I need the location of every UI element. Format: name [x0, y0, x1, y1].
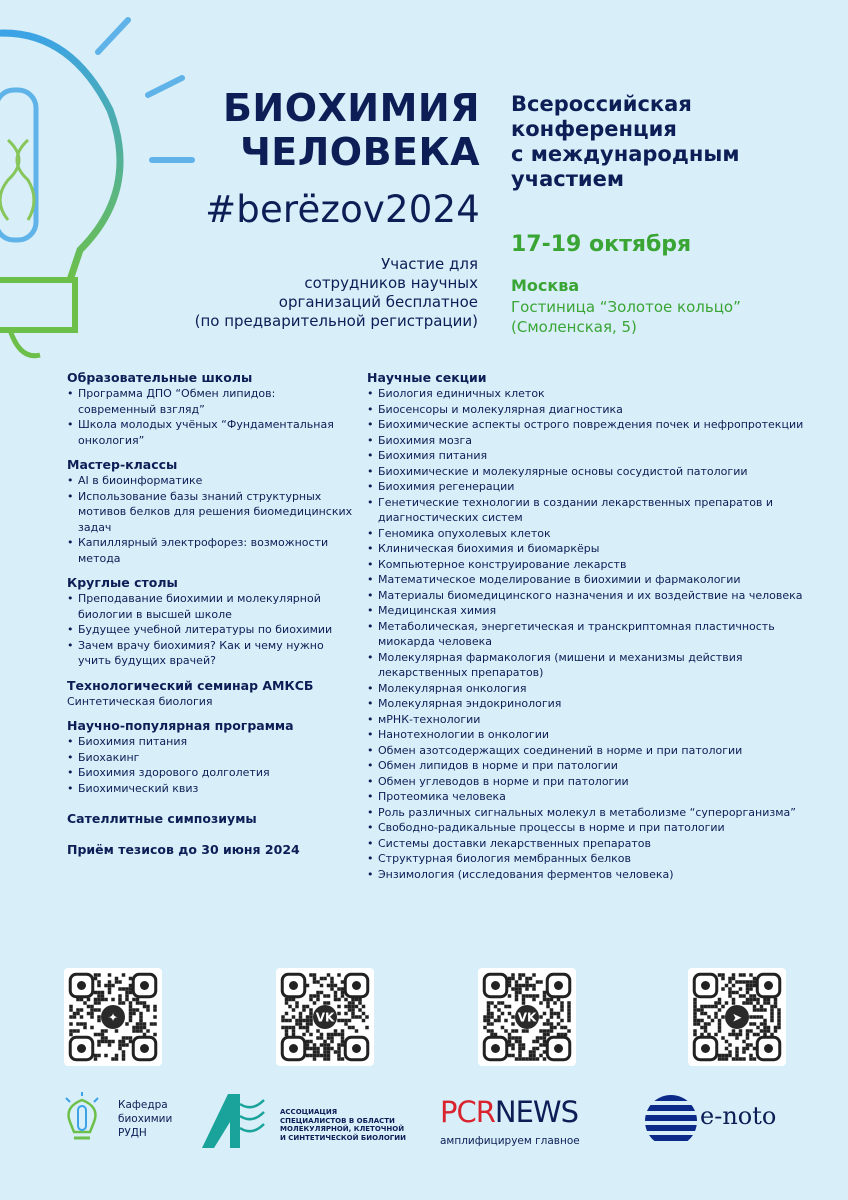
news-text: NEWS [494, 1095, 578, 1129]
amksb-logo [200, 1092, 420, 1152]
section-item: • Обмен липидов в норме и при патологии [367, 758, 807, 774]
conference-line-4: участием [511, 167, 625, 191]
seminar-text: Синтетическая биология [67, 694, 213, 708]
master-classes-heading: Мастер-классы [67, 457, 178, 472]
list-item: • Биохимия здорового долголетия [67, 765, 357, 781]
rudn-line-1: Кафедра [118, 1099, 168, 1111]
title-line-2: ЧЕЛОВЕКА [240, 130, 480, 174]
event-dates: 17-19 октября [511, 232, 692, 257]
list-item: • Биохимический квиз [67, 781, 357, 797]
section-item: • Математическое моделирование в биохимии и фармакологии [367, 572, 807, 588]
satellite-heading: Сателлитные симпозиумы [67, 811, 257, 826]
section-item: • Свободно-радикальные процессы в норме и при патологии [367, 820, 807, 836]
vk-icon-glyph: VK [315, 1010, 335, 1025]
section-item: • Биология единичных клеток [367, 386, 807, 402]
pcr-news-logo [440, 1095, 615, 1150]
pcr-tagline: амплифицируем главное [440, 1135, 580, 1147]
hashtag: #berëzov2024 [205, 188, 480, 231]
event-title [210, 86, 480, 174]
rudn-line-2: биохимии [118, 1113, 173, 1125]
round-tables-heading: Круглые столы [67, 575, 178, 590]
amksb-line-3: МОЛЕКУЛЯРНОЙ, КЛЕТОЧНОЙ [280, 1125, 405, 1133]
popular-program-list [67, 734, 357, 796]
list-item: • Преподавание биохимии и молекулярной биологии в высшей школе [67, 591, 357, 622]
list-item: • Биохимия питания [67, 734, 357, 750]
amksb-text [280, 1108, 406, 1142]
sections-heading: Научные секции [367, 370, 487, 385]
conference-line-2: конференция [511, 117, 677, 141]
qr-pattern [276, 968, 374, 1066]
list-item: • Школа молодых учёных “Фундаментальная онкология” [67, 417, 357, 448]
section-item: • Биохимические и молекулярные основы сосудистой патологии [367, 464, 807, 480]
amksb-line-2: СПЕЦИАЛИСТОВ В ОБЛАСТИ [280, 1116, 395, 1125]
section-item: • мРНК-технологии [367, 712, 807, 728]
section-item: • Системы доставки лекарственных препаратов [367, 836, 807, 852]
list-item: • Использование базы знаний структурных мотивов белков для решения биомедицинских задач [67, 489, 357, 536]
rudn-logo [62, 1092, 192, 1152]
section-item: • Обмен углеводов в норме и при патологии [367, 774, 807, 790]
qr-code-website[interactable] [64, 968, 162, 1066]
participation-line-3: организаций бесплатное [278, 293, 478, 311]
section-item: • Молекулярная онкология [367, 681, 807, 697]
e-noto-logo [642, 1092, 792, 1150]
section-item: • Материалы биомедицинского назначения и их воздействие на человека [367, 588, 807, 604]
vk-icon-glyph: VK [517, 1010, 537, 1025]
list-item: • AI в биоинформатике [67, 473, 357, 489]
e-noto-globe-icon [642, 1092, 702, 1150]
participation-line-1: Участие для [381, 255, 478, 273]
section-item: • Протеомика человека [367, 789, 807, 805]
qr-code-vk-1[interactable] [276, 968, 374, 1066]
section-item: • Роль различных сигнальных молекул в метаболизме “суперорганизма” [367, 805, 807, 821]
seminar-heading: Технологический семинар АМКСБ [67, 677, 314, 693]
amksb-line-4: И СИНТЕТИЧЕСКОЙ БИОЛОГИИ [280, 1133, 406, 1142]
qr-code-telegram[interactable] [688, 968, 786, 1066]
section-item: • Компьютерное конструирование лекарств [367, 557, 807, 573]
venue-line-2: (Смоленская, 5) [511, 318, 637, 336]
rudn-line-3: РУДН [118, 1127, 147, 1139]
program-left-column [67, 370, 357, 858]
sections-list [367, 386, 807, 882]
rudn-bulb-icon [62, 1092, 102, 1152]
list-item: • Зачем врачу биохимия? Как и чему нужно учить будущих врачей? [67, 638, 357, 669]
section-item: • Биохимия мозга [367, 433, 807, 449]
event-city: Москва [511, 276, 580, 295]
qr-pattern [64, 968, 162, 1066]
venue-line-1: Гостиница “Золотое кольцо” [511, 298, 741, 316]
conference-line-3: с международным [511, 142, 740, 166]
popular-program-heading: Научно-популярная программа [67, 718, 294, 733]
section-item: • Структурная биология мембранных белков [367, 851, 807, 867]
abstracts-deadline: Приём тезисов до 30 июня 2024 [67, 842, 300, 857]
section-item: • Энзимология (исследования ферментов человека) [367, 867, 807, 883]
amksb-emblem-icon [200, 1092, 270, 1150]
master-classes-list [67, 473, 357, 566]
section-item: • Генетические технологии в создании лекарственных препаратов и диагностических систем [367, 495, 807, 526]
participation-note [140, 255, 478, 331]
conference-type [511, 92, 831, 192]
qr-code-vk-2[interactable] [478, 968, 576, 1066]
schools-heading: Образовательные школы [67, 370, 253, 385]
e-noto-text: e-noto [700, 1102, 777, 1130]
round-tables-list [67, 591, 357, 669]
list-item: • Капиллярный электрофорез: возможности метода [67, 535, 357, 566]
schools-list [67, 386, 357, 448]
event-venue [511, 297, 741, 337]
conference-line-1: Всероссийская [511, 92, 692, 116]
section-item: • Биохимия питания [367, 448, 807, 464]
list-item: • Программа ДПО “Обмен липидов: современный взгляд” [67, 386, 357, 417]
section-item: • Клиническая биохимия и биомаркёры [367, 541, 807, 557]
pcr-text: PCR [440, 1095, 495, 1129]
section-item: • Молекулярная фармакология (мишени и механизмы действия лекарственных препаратов) [367, 650, 807, 681]
lightbulb-icon-glyph: ✦ [107, 1010, 119, 1025]
qr-pattern [478, 968, 576, 1066]
section-item: • Метаболическая, энергетическая и транскриптомная пластичность миокарда человека [367, 619, 807, 650]
telegram-icon-glyph: ➤ [731, 1010, 743, 1025]
section-item: • Молекулярная эндокринология [367, 696, 807, 712]
list-item: • Будущее учебной литературы по биохимии [67, 622, 357, 638]
section-item: • Медицинская химия [367, 603, 807, 619]
participation-line-4: (по предварительной регистрации) [194, 312, 478, 330]
section-item: • Обмен азотсодержащих соединений в норме и при патологии [367, 743, 807, 759]
qr-pattern [688, 968, 786, 1066]
title-line-1: БИОХИМИЯ [222, 86, 480, 130]
section-item: • Биохимия регенерации [367, 479, 807, 495]
amksb-line-1: АССОЦИАЦИЯ [280, 1108, 338, 1116]
section-item: • Геномика опухолевых клеток [367, 526, 807, 542]
participation-line-2: сотрудников научных [304, 274, 478, 292]
section-item: • Биосенсоры и молекулярная диагностика [367, 402, 807, 418]
list-item: • Биохакинг [67, 750, 357, 766]
section-item: • Биохимические аспекты острого повреждения почек и нефропротекции [367, 417, 807, 433]
sections-right-column [367, 370, 807, 882]
section-item: • Нанотехнологии в онкологии [367, 727, 807, 743]
